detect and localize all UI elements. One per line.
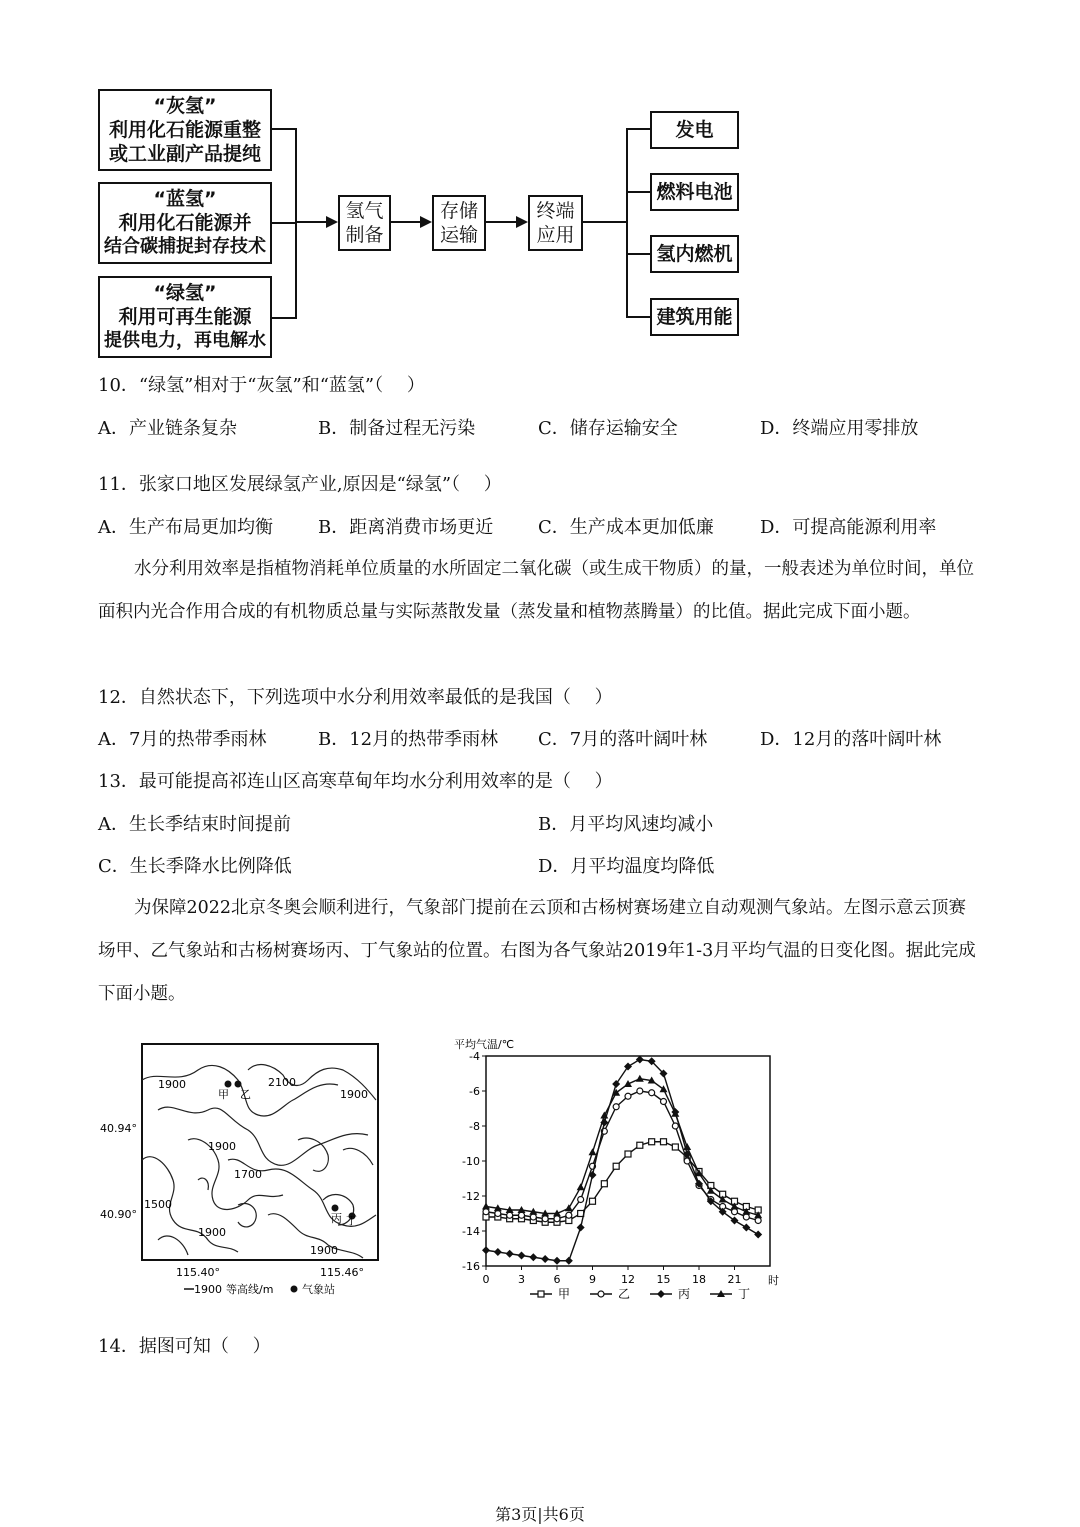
data-point-diamond bbox=[624, 1063, 632, 1071]
question-13-stem: 13．最可能提高祁连山区高寒草甸年均水分利用效率的是（ ） bbox=[98, 771, 613, 792]
data-point-circle bbox=[649, 1090, 655, 1096]
x-tick-label: 9 bbox=[589, 1273, 596, 1286]
data-point-circle bbox=[661, 1099, 667, 1105]
stage-label: 终端 bbox=[536, 200, 575, 222]
x-tick-label: 21 bbox=[727, 1273, 742, 1286]
app-box-power bbox=[650, 111, 739, 149]
data-point-diamond bbox=[742, 1224, 750, 1232]
data-point-diamond bbox=[565, 1257, 573, 1265]
contour-label: 1900 bbox=[158, 1078, 186, 1091]
connector bbox=[626, 128, 650, 130]
data-point-triangle bbox=[589, 1148, 597, 1155]
source-desc: 提供电力，再电解水 bbox=[104, 330, 266, 351]
data-point-circle bbox=[755, 1218, 761, 1224]
data-point-triangle bbox=[636, 1075, 644, 1082]
y-tick-label: -8 bbox=[469, 1120, 480, 1133]
source-desc: 结合碳捕捉封存技术 bbox=[104, 236, 266, 257]
question-12-stem: 12．自然状态下，下列选项中水分利用效率最低的是我国（ ） bbox=[98, 687, 613, 708]
contour-label: 1700 bbox=[234, 1168, 262, 1181]
stage-box-storage bbox=[432, 195, 486, 251]
contour-label: 1500 bbox=[144, 1198, 172, 1211]
app-box-building bbox=[650, 298, 739, 336]
question-14-stem: 14．据图可知（ ） bbox=[98, 1336, 271, 1357]
x-tick-label: 6 bbox=[553, 1273, 561, 1286]
data-point-diamond bbox=[518, 1252, 526, 1260]
series-line-triangle bbox=[486, 1079, 758, 1216]
option-10-c: C．储存运输安全 bbox=[538, 418, 678, 439]
data-point-diamond bbox=[541, 1255, 549, 1263]
contour-label: 2100 bbox=[268, 1076, 296, 1089]
lon-label: 115.40° bbox=[176, 1266, 220, 1279]
connector bbox=[626, 191, 650, 193]
option-10-d: D．终端应用零排放 bbox=[760, 418, 919, 439]
data-point-diamond bbox=[482, 1246, 490, 1254]
app-label: 建筑用能 bbox=[656, 306, 733, 328]
option-11-b: B．距离消费市场更近 bbox=[318, 517, 494, 538]
data-point-diamond bbox=[612, 1080, 620, 1088]
data-point-square bbox=[649, 1139, 655, 1145]
y-tick-label: -6 bbox=[469, 1085, 480, 1098]
source-name: “灰氢” bbox=[153, 95, 217, 117]
x-tick-label: 15 bbox=[656, 1273, 671, 1286]
chart-xlabel: 时 bbox=[768, 1274, 779, 1287]
chart-ylabel: 平均气温/℃ bbox=[454, 1038, 515, 1051]
station-label-jia: 甲 bbox=[218, 1088, 229, 1101]
connector bbox=[626, 128, 628, 318]
x-tick-label: 18 bbox=[692, 1273, 706, 1286]
data-point-circle bbox=[530, 1214, 536, 1220]
data-point-triangle bbox=[482, 1203, 490, 1210]
legend-label: 甲 bbox=[558, 1287, 571, 1301]
station-label-bing: 丙 bbox=[331, 1212, 342, 1225]
data-point-triangle bbox=[577, 1183, 585, 1190]
data-point-square bbox=[538, 1291, 544, 1297]
option-11-a: A．生产布局更加均衡 bbox=[98, 517, 273, 538]
data-point-circle bbox=[483, 1209, 489, 1215]
question-10-stem: 10．“绿氢”相对于“灰氢”和“蓝氢”（ ） bbox=[98, 375, 425, 396]
stage-box-application bbox=[528, 195, 583, 251]
connector bbox=[272, 317, 296, 319]
page-footer: 第3页|共6页 bbox=[495, 1505, 585, 1524]
data-point-circle bbox=[672, 1123, 678, 1129]
station-label-yi: 乙 bbox=[240, 1088, 251, 1101]
connector bbox=[626, 253, 650, 255]
contour-label: 1900 bbox=[310, 1244, 338, 1257]
data-point-square bbox=[590, 1198, 596, 1204]
x-tick-label: 0 bbox=[482, 1273, 490, 1286]
passage-winter-olympics: 为保障2022北京冬奥会顺利进行，气象部门提前在云顶和古杨树赛场建立自动观测气象站。左图示意云顶赛场甲、乙气象站和古杨树赛场丙、丁气象站的位置。右图为各气象站2019年1-3月平均气温的日变化图。据此完成下面小题。 bbox=[98, 898, 976, 1004]
data-point-circle bbox=[519, 1212, 525, 1218]
lat-label: 40.90° bbox=[100, 1208, 137, 1221]
station-label-ding: 丁 bbox=[346, 1214, 357, 1227]
data-point-diamond bbox=[754, 1231, 762, 1239]
source-desc: 利用可再生能源 bbox=[118, 306, 252, 328]
temperature-chart bbox=[440, 1032, 790, 1307]
series-line-circle bbox=[486, 1091, 758, 1221]
data-point-square bbox=[672, 1144, 678, 1150]
data-point-circle bbox=[578, 1197, 584, 1203]
app-box-engine bbox=[650, 235, 739, 273]
option-13-c: C．生长季降水比例降低 bbox=[98, 856, 292, 877]
legend-contour-value: 1900 bbox=[194, 1283, 222, 1296]
option-10-a: A．产业链条复杂 bbox=[98, 418, 237, 439]
data-point-triangle bbox=[660, 1085, 668, 1092]
lon-label: 115.46° bbox=[320, 1266, 364, 1279]
source-desc: 利用化石能源重整 bbox=[108, 119, 261, 141]
stage-label: 运输 bbox=[439, 224, 478, 246]
app-label: 发电 bbox=[675, 119, 714, 141]
data-point-square bbox=[613, 1163, 619, 1169]
data-point-circle bbox=[566, 1212, 572, 1218]
data-point-square bbox=[637, 1142, 643, 1148]
data-point-diamond bbox=[506, 1250, 514, 1258]
data-point-circle bbox=[507, 1212, 513, 1218]
data-point-circle bbox=[743, 1214, 749, 1220]
data-point-circle bbox=[598, 1291, 604, 1297]
option-12-c: C．7月的落叶阔叶林 bbox=[538, 729, 708, 750]
data-point-circle bbox=[554, 1216, 560, 1222]
stage-label: 氢气 bbox=[345, 200, 384, 222]
option-12-d: D．12月的落叶阔叶林 bbox=[760, 729, 942, 750]
connector bbox=[626, 316, 650, 318]
option-11-d: D．可提高能源利用率 bbox=[760, 517, 937, 538]
y-tick-label: -4 bbox=[469, 1050, 480, 1063]
legend-label: 丙 bbox=[678, 1287, 691, 1301]
contour-label: 1900 bbox=[208, 1140, 236, 1153]
stage-box-production bbox=[338, 195, 391, 251]
data-point-circle bbox=[613, 1104, 619, 1110]
data-point-square bbox=[601, 1181, 607, 1187]
stage-label: 存储 bbox=[439, 200, 478, 222]
data-point-diamond bbox=[553, 1257, 561, 1265]
option-12-b: B．12月的热带季雨林 bbox=[318, 729, 499, 750]
contour-label: 1900 bbox=[340, 1088, 368, 1101]
data-point-circle bbox=[495, 1211, 501, 1217]
legend-contour-text: 等高线/m bbox=[226, 1283, 274, 1296]
option-11-c: C．生产成本更加低廉 bbox=[538, 517, 714, 538]
source-name: “绿氢” bbox=[153, 282, 217, 304]
stage-label: 应用 bbox=[536, 224, 575, 246]
chart-frame bbox=[486, 1056, 770, 1266]
legend-label: 乙 bbox=[618, 1287, 631, 1301]
data-point-diamond bbox=[529, 1253, 537, 1261]
app-box-fuel-cell bbox=[650, 173, 739, 211]
data-point-square bbox=[625, 1151, 631, 1157]
data-point-square bbox=[661, 1139, 667, 1145]
lat-label: 40.94° bbox=[100, 1122, 137, 1135]
legend-label: 丁 bbox=[738, 1287, 751, 1301]
question-11-stem: 11．张家口地区发展绿氢产业,原因是“绿氢”（ ） bbox=[98, 474, 502, 495]
source-desc: 或工业副产品提纯 bbox=[108, 143, 261, 165]
data-point-circle bbox=[637, 1088, 643, 1094]
data-point-circle bbox=[625, 1093, 631, 1099]
passage-water-efficiency: 水分利用效率是指植物消耗单位质量的水所固定二氧化碳（或生成干物质）的量，一般表述为单位时间，单位面积内光合作用合成的有机物质总量与实际蒸散发量（蒸发量和植物蒸腾量）的比值。据此完成下面小题。 bbox=[98, 559, 974, 622]
y-tick-label: -16 bbox=[462, 1260, 480, 1273]
source-box-grey bbox=[98, 89, 272, 171]
option-13-d: D．月平均温度均降低 bbox=[538, 856, 715, 877]
legend-station-text: 气象站 bbox=[302, 1283, 335, 1296]
option-13-b: B．月平均风速均减小 bbox=[538, 814, 714, 835]
contour-map bbox=[98, 1040, 388, 1302]
option-10-b: B．制备过程无污染 bbox=[318, 418, 476, 439]
data-point-triangle bbox=[565, 1204, 573, 1211]
source-box-blue bbox=[98, 182, 272, 264]
stage-label: 制备 bbox=[345, 224, 384, 246]
contour-label: 1900 bbox=[198, 1226, 226, 1239]
x-tick-label: 3 bbox=[518, 1273, 525, 1286]
data-point-circle bbox=[542, 1216, 548, 1222]
app-label: 燃料电池 bbox=[656, 181, 733, 203]
data-point-diamond bbox=[494, 1248, 502, 1256]
source-desc: 利用化石能源并 bbox=[118, 212, 252, 234]
source-box-green bbox=[98, 276, 272, 358]
connector bbox=[272, 128, 296, 130]
y-tick-label: -14 bbox=[462, 1225, 480, 1238]
x-tick-label: 12 bbox=[621, 1273, 635, 1286]
y-tick-label: -10 bbox=[462, 1155, 480, 1168]
option-13-a: A．生长季结束时间提前 bbox=[98, 814, 291, 835]
app-label: 氢内燃机 bbox=[656, 243, 733, 265]
source-name: “蓝氢” bbox=[153, 188, 217, 210]
data-point-circle bbox=[732, 1209, 738, 1215]
y-tick-label: -12 bbox=[462, 1190, 480, 1203]
option-12-a: A．7月的热带季雨林 bbox=[98, 729, 267, 750]
data-point-diamond bbox=[657, 1290, 665, 1298]
data-point-diamond bbox=[577, 1224, 585, 1232]
